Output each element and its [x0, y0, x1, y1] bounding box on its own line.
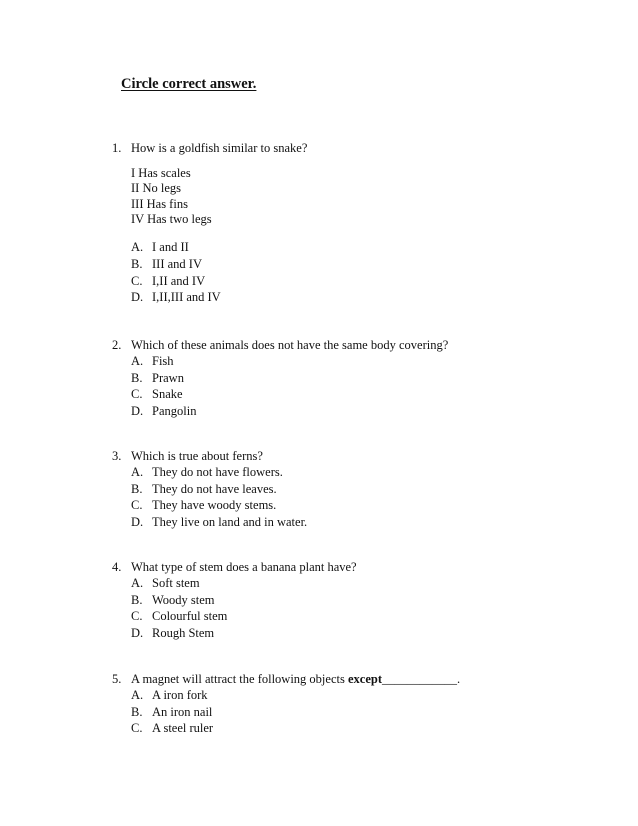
question-1 — [112, 140, 592, 306]
option-text: They do not have flowers. — [152, 465, 283, 479]
question-text: How is a goldfish similar to snake? — [131, 141, 308, 155]
worksheet-title: Circle correct answer. — [121, 76, 257, 92]
option-text: I,II,III and IV — [152, 290, 221, 305]
option-text: Soft stem — [152, 576, 200, 590]
option-text: They do not have leaves. — [152, 481, 277, 496]
answer-option-a[interactable] — [131, 575, 592, 592]
answer-option-b[interactable] — [131, 704, 592, 721]
option-letter: C. — [131, 721, 143, 736]
answer-option-c[interactable] — [131, 497, 592, 514]
answer-options — [131, 687, 592, 737]
question-number: 2. — [112, 338, 122, 352]
answer-options — [131, 464, 592, 531]
option-letter: A. — [131, 465, 144, 479]
statement-item: IV Has two legs — [131, 211, 212, 226]
question-5 — [112, 671, 592, 737]
answer-option-d[interactable] — [131, 289, 592, 306]
option-text: Rough Stem — [152, 626, 215, 641]
option-text: Pangolin — [152, 404, 197, 419]
question-4 — [112, 559, 592, 642]
answer-option-c[interactable] — [131, 608, 592, 625]
option-text: I,II and IV — [152, 273, 206, 288]
option-text: Fish — [152, 354, 174, 368]
question-keyword: except — [347, 672, 382, 686]
answer-option-b[interactable] — [131, 592, 592, 609]
option-letter: B. — [131, 370, 143, 385]
option-text: Woody stem — [152, 592, 215, 607]
option-letter: C. — [131, 498, 143, 513]
option-text: They have woody stems. — [152, 498, 277, 513]
option-letter: A. — [131, 354, 144, 368]
question-text: Which of these animals does not have the same body covering? — [131, 338, 449, 352]
option-text: They live on land and in water. — [152, 515, 308, 530]
option-text: A iron fork — [152, 688, 208, 702]
option-letter: D. — [131, 290, 144, 305]
answer-option-b[interactable] — [131, 370, 592, 387]
question-number: 4. — [112, 560, 122, 574]
option-letter: A. — [131, 688, 144, 702]
statement-item: III Has fins — [131, 196, 188, 211]
question-2 — [112, 337, 592, 420]
question-stem — [112, 448, 592, 464]
option-text: An iron nail — [152, 704, 213, 719]
answer-option-a[interactable] — [131, 239, 592, 256]
option-letter: D. — [131, 515, 144, 530]
option-letter: D. — [131, 626, 144, 641]
answer-options — [131, 239, 592, 306]
question-stem — [112, 140, 592, 156]
option-letter: C. — [131, 609, 143, 624]
option-text: A steel ruler — [152, 721, 214, 736]
answer-option-a[interactable] — [131, 687, 592, 704]
question-text: What type of stem does a banana plant have? — [131, 560, 357, 574]
question-text: Which is true about ferns? — [131, 449, 263, 463]
answer-option-b[interactable] — [131, 256, 592, 273]
option-text: Prawn — [152, 370, 184, 385]
option-letter: B. — [131, 481, 143, 496]
question-number: 1. — [112, 141, 122, 155]
answer-option-b[interactable] — [131, 481, 592, 498]
option-text: Colourful stem — [152, 609, 228, 624]
answer-option-d[interactable] — [131, 403, 592, 420]
question-stem — [112, 671, 592, 687]
option-letter: A. — [131, 576, 144, 590]
answer-blank: ____________. — [381, 672, 461, 686]
answer-option-a[interactable] — [131, 464, 592, 481]
option-text: Snake — [152, 387, 183, 402]
question-text: A magnet will attract the following objects — [131, 672, 348, 686]
option-letter: A. — [131, 240, 144, 255]
option-text: I and II — [152, 240, 189, 255]
question-number: 3. — [112, 449, 122, 463]
option-letter: D. — [131, 404, 144, 419]
statement-list — [131, 166, 592, 227]
question-stem — [112, 559, 592, 575]
option-letter: B. — [131, 704, 143, 719]
question-number: 5. — [112, 672, 122, 686]
answer-option-c[interactable] — [131, 720, 592, 737]
question-3 — [112, 448, 592, 531]
answer-option-a[interactable] — [131, 353, 592, 370]
option-text: III and IV — [152, 256, 202, 271]
answer-options — [131, 575, 592, 642]
statement-item: I Has scales — [131, 166, 191, 180]
answer-option-c[interactable] — [131, 386, 592, 403]
option-letter: B. — [131, 592, 143, 607]
question-stem — [112, 337, 592, 353]
option-letter: B. — [131, 256, 143, 271]
answer-option-d[interactable] — [131, 625, 592, 642]
answer-option-c[interactable] — [131, 273, 592, 290]
statement-item: II No legs — [131, 181, 181, 196]
answer-options — [131, 353, 592, 420]
answer-option-d[interactable] — [131, 514, 592, 531]
option-letter: C. — [131, 273, 143, 288]
option-letter: C. — [131, 387, 143, 402]
